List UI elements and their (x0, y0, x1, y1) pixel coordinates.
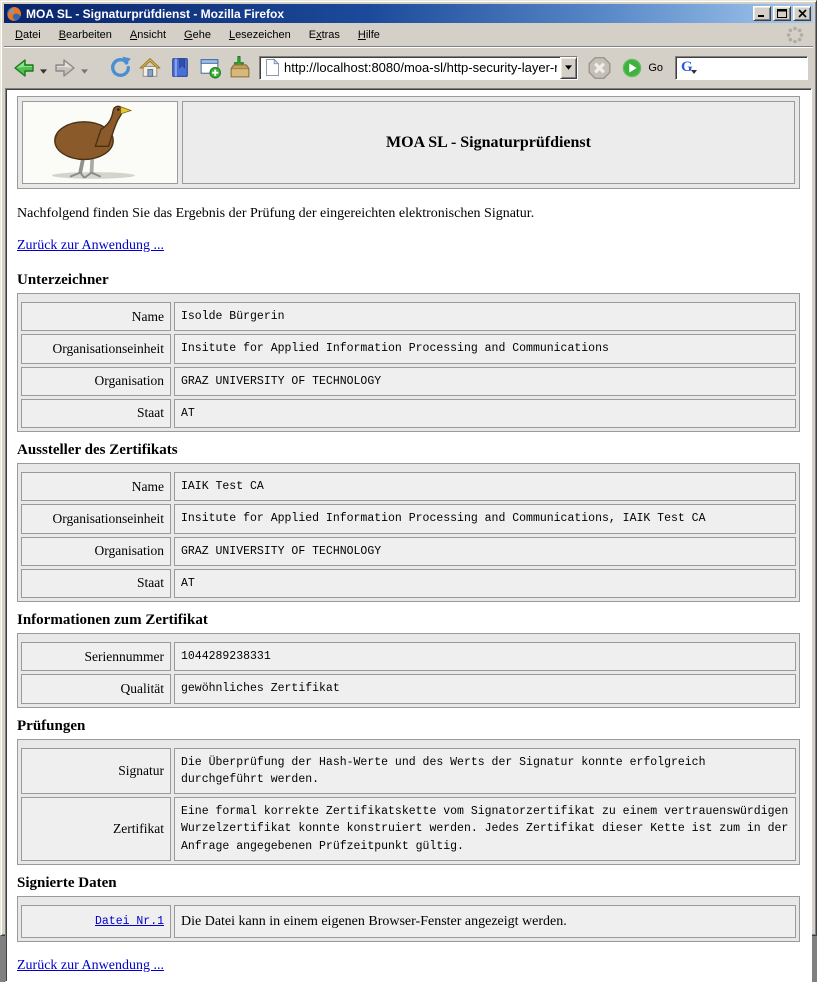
url-dropdown-button[interactable] (560, 57, 577, 79)
table-signierte-daten (17, 896, 800, 942)
table-row (21, 472, 796, 501)
menu-item-lesezeichen[interactable] (220, 26, 300, 44)
menu-label-part: ehe (192, 28, 211, 41)
search-box (675, 56, 808, 80)
row-label: Zertifikat (21, 797, 171, 861)
section-heading-aussteller: Aussteller des Zertifikats (17, 442, 178, 458)
stop-button[interactable] (584, 52, 615, 84)
menubar (4, 23, 813, 47)
menu-label-accel: D (15, 28, 23, 41)
table-row (21, 367, 796, 396)
bookmarks-book-icon (167, 55, 193, 80)
table-row (21, 642, 796, 671)
go-label: Go (648, 61, 663, 74)
maximize-icon (777, 9, 787, 18)
table-row (21, 797, 796, 861)
row-value: AT (174, 569, 796, 598)
google-logo-icon[interactable]: G (679, 60, 697, 75)
row-value: Insitute for Applied Information Processing and Communications, IAIK Test CA (174, 504, 796, 533)
search-input[interactable] (697, 60, 804, 76)
row-value: gewöhnliches Zertifikat (174, 674, 796, 703)
table-row (21, 399, 796, 428)
home-button[interactable] (135, 52, 165, 83)
menu-label-part: esezeichen (235, 28, 291, 41)
table-zertifikat-info (17, 633, 800, 708)
table-row (21, 504, 796, 533)
menu-item-ansicht[interactable] (121, 26, 175, 44)
table-unterzeichner (17, 293, 800, 432)
chevron-down-icon (565, 65, 572, 70)
moa-bird-image (29, 103, 171, 183)
forward-arrow-icon (52, 56, 78, 80)
row-label: Organisation (21, 367, 171, 396)
table-aussteller (17, 463, 800, 602)
back-link-top[interactable]: Zurück zur Anwendung ... (17, 238, 164, 253)
table-row (21, 905, 796, 938)
back-link-bottom[interactable]: Zurück zur Anwendung ... (17, 957, 164, 973)
table-row (21, 302, 796, 331)
close-button[interactable] (793, 6, 811, 21)
table-row (21, 569, 796, 598)
row-value: Insitute for Applied Information Processing and Communications (174, 334, 796, 363)
minimize-button[interactable] (753, 6, 771, 21)
table-pruefungen (17, 739, 800, 865)
row-label: Organisationseinheit (21, 334, 171, 363)
go-button[interactable] (615, 57, 669, 79)
row-label: Name (21, 302, 171, 331)
menu-label-accel: B (58, 28, 67, 41)
menu-item-extras[interactable] (300, 26, 349, 44)
section-heading-unterzeichner: Unterzeichner (17, 272, 109, 288)
menu-label-part: ilfe (365, 28, 380, 41)
menu-label-part: E (308, 28, 317, 41)
row-value: IAIK Test CA (174, 472, 796, 501)
table-row (21, 748, 796, 795)
row-value: GRAZ UNIVERSITY OF TECHNOLOGY (174, 367, 796, 396)
maximize-button[interactable] (773, 6, 791, 21)
menu-item-gehe[interactable] (175, 26, 220, 44)
forward-button[interactable] (50, 53, 80, 83)
table-row (21, 674, 796, 703)
row-value: AT (174, 399, 796, 428)
window-titlebar (4, 4, 813, 23)
reload-icon (107, 55, 133, 80)
menu-label-accel: L (228, 28, 236, 41)
forward-dropdown-caret[interactable] (81, 69, 88, 74)
throbber-icon (785, 25, 805, 45)
menu-label-part: atei (22, 28, 41, 41)
intro-text: Nachfolgend finden Sie das Ergebnis der Prüfung der eingereichten elektronischen Signatur. (17, 206, 535, 221)
menu-label-part: earbeiten (66, 28, 112, 41)
datei-nr1-link[interactable]: Datei Nr.1 (21, 905, 171, 938)
close-icon (798, 9, 807, 18)
row-label: Staat (21, 569, 171, 598)
section-heading-zertifikat-info: Informationen zum Zertifikat (17, 612, 208, 628)
back-button[interactable] (9, 53, 39, 83)
row-label: Qualität (21, 674, 171, 703)
table-row (21, 537, 796, 566)
window-title: MOA SL - Signaturprüfdienst - Mozilla Firefox (26, 6, 285, 21)
menu-label-part: tras (321, 28, 340, 41)
banner-logo-cell (22, 101, 178, 184)
back-dropdown-caret[interactable] (40, 69, 47, 74)
bookmarks-button[interactable] (165, 52, 195, 83)
table-row (21, 334, 796, 363)
row-label: Seriennummer (21, 642, 171, 671)
menu-label-accel: H (357, 28, 366, 41)
row-value: GRAZ UNIVERSITY OF TECHNOLOGY (174, 537, 796, 566)
url-bar (259, 56, 578, 80)
row-value: Isolde Bürgerin (174, 302, 796, 331)
menu-item-bearbeiten[interactable] (50, 26, 121, 44)
row-label: Organisationseinheit (21, 504, 171, 533)
url-input[interactable] (281, 60, 560, 75)
stop-icon (586, 55, 613, 81)
reload-button[interactable] (105, 52, 135, 83)
firefox-icon (6, 6, 22, 22)
banner-title: MOA SL - Signaturprüfdienst (182, 101, 795, 184)
go-icon (621, 57, 643, 79)
row-value: Die Überprüfung der Hash-Werte und des Werts der Signatur konnte erfolgreich durchgeführt werden. (174, 748, 796, 795)
menu-label-part: nsicht (137, 28, 167, 41)
section-heading-pruefungen: Prüfungen (17, 717, 86, 734)
row-value: Die Datei kann in einem eigenen Browser-Fenster angezeigt werden. (174, 905, 796, 938)
downloads-box-icon (227, 55, 253, 80)
new-window-icon (197, 55, 223, 80)
menu-item-hilfe[interactable] (349, 26, 389, 44)
row-label: Organisation (21, 537, 171, 566)
new-window-button[interactable] (195, 52, 225, 83)
row-label: Signatur (21, 748, 171, 795)
page-icon (264, 58, 281, 77)
section-heading-signierte-daten: Signierte Daten (17, 874, 117, 891)
row-value: 1044289238331 (174, 642, 796, 671)
downloads-button[interactable] (225, 52, 255, 83)
menu-label-accel: A (129, 28, 138, 41)
menu-label-accel: x (316, 28, 322, 41)
back-arrow-icon (11, 56, 37, 80)
row-label: Name (21, 472, 171, 501)
menu-label-accel: G (184, 28, 193, 41)
menu-item-datei[interactable] (6, 26, 50, 44)
navigation-toolbar (4, 47, 813, 87)
content-area (5, 88, 812, 982)
row-label: Staat (21, 399, 171, 428)
row-value: Eine formal korrekte Zertifikatskette vom Signatorzertifikat zu einem vertrauenswürdigen Wurzelzertifikat konnte konstruiert werden. Jedes Zertifikat dieser Kette ist zum in der Anfrage angegebenen Prüfzeitpunkt gültig. (174, 797, 796, 861)
banner (17, 96, 800, 189)
minimize-icon (757, 9, 767, 18)
home-icon (137, 55, 163, 80)
